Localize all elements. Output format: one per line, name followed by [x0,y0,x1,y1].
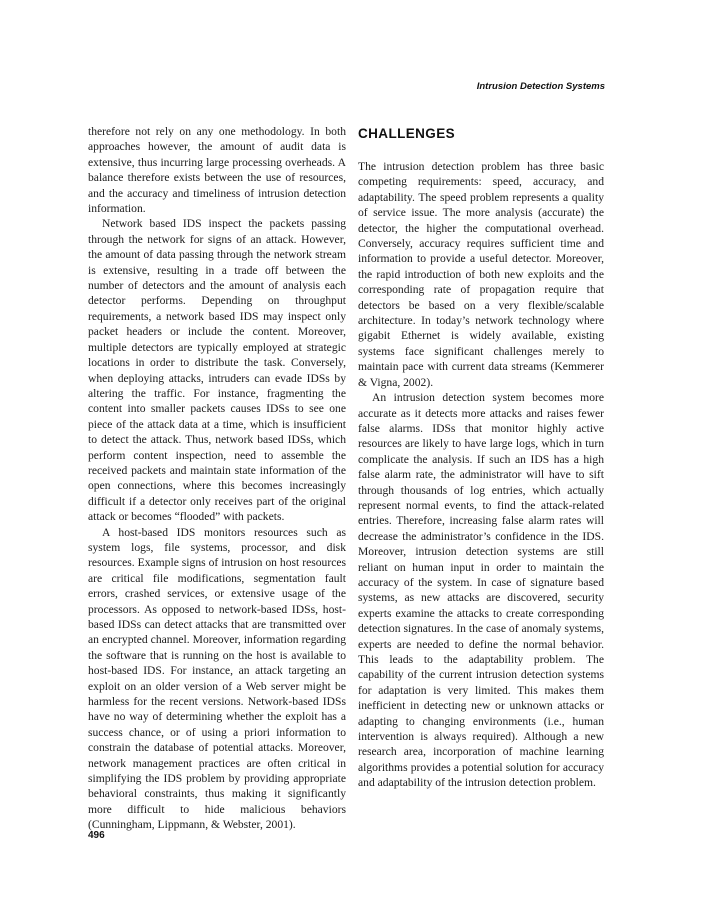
paragraph: Network based IDS inspect the packets passing through the network for signs of an attack. However, the amount of data passing through the network stream is extensive, resulting in a trade off between the number of detectors and the amount of analysis each detector performs. Depending on throughput requirements, a network based IDS may inspect only packet headers or include the content. Moreover, multiple detectors are typically employed at strategic locations in order to distribute the task. Conversely, when deploying attacks, intruders can evade IDSs by altering the traffic. For instance, fragmenting the content into smaller packets causes IDSs to see one piece of the attack data at a time, which is insufficient to detect the attack. Thus, network based IDSs, which perform content inspection, need to assemble the received packets and maintain state information of the open connections, where this becomes increasingly difficult if a detector only receives part of the original attack or becomes “flooded” with packets. [88,217,346,524]
paragraph: An intrusion detection system becomes more accurate as it detects more attacks and raises fewer false alarms. IDSs that monitor highly active resources are likely to have large logs, which in turn complicate the analysis. If such an IDS has a high false alarm rate, the administrator will have to sift through thousands of log entries, which actually represent normal events, to find the attack-related entries. Therefore, increasing false alarm rates will decrease the administrator’s confidence in the IDS. Moreover, intrusion detection systems are still reliant on human input in order to maintain the accuracy of the system. In case of signature based systems, as new attacks are discovered, security experts examine the attacks to create corresponding detection signatures. In the case of anomaly systems, experts are needed to define the normal behavior. This leads to the adaptability problem. The capability of the current intrusion detection systems for adaptation is very limited. This makes them inefficient in detecting new or unknown attacks or adapting to changing environments (i.e., human intervention is always required). Although a new research area, incorporation of machine learning algorithms provides a potential solution for accuracy and adaptability of the intrusion detection problem. [358,391,604,790]
page-number: 496 [88,830,105,841]
left-column [88,124,346,833]
paragraph: therefore not rely on any one methodology. In both approaches however, the amount of audit data is extensive, thus incurring large processing overheads. A balance therefore exists between the use of resources, and the accuracy and timeliness of intrusion detection information. [88,125,346,216]
running-head: Intrusion Detection Systems [476,81,605,92]
right-column [358,124,604,791]
paragraph: The intrusion detection problem has three basic competing requirements: speed, accuracy, and adaptability. The speed problem represents a quality of service issue. The more analysis (accurate) the detector, the higher the computational overhead. Conversely, accuracy requires sufficient time and information to provide a useful detector. Moreover, the rapid introduction of both new exploits and the corresponding rate of propagation require that detectors be based on a very flexible/scalable architecture. In today’s network technology where gigabit Ethernet is widely available, existing systems face significant challenges merely to maintain pace with current data streams (Kemmerer & Vigna, 2002). [358,160,604,389]
paragraph: A host-based IDS monitors resources such as system logs, file systems, processor, and disk resources. Example signs of intrusion on host resources are critical file modifications, segmentation fault errors, crashed services, or extensive usage of the processors. As opposed to network-based IDSs, host-based IDSs can detect attacks that are transmitted over an encrypted channel. Moreover, information regarding the software that is running on the host is available to host-based IDS. For instance, an attack targeting an exploit on an older version of a Web server might be harmless for the recent versions. Network-based IDSs have no way of determining whether the exploit has a success chance, or of using a priori information to constrain the database of potential attacks. Moreover, network management practices are often critical in simplifying the IDS problem by providing appropriate behavioral constraints, thus making it significantly more difficult to hide malicious behaviors (Cunningham, Lippmann, & Webster, 2001). [88,525,346,832]
section-heading: CHALLENGES [358,126,456,141]
